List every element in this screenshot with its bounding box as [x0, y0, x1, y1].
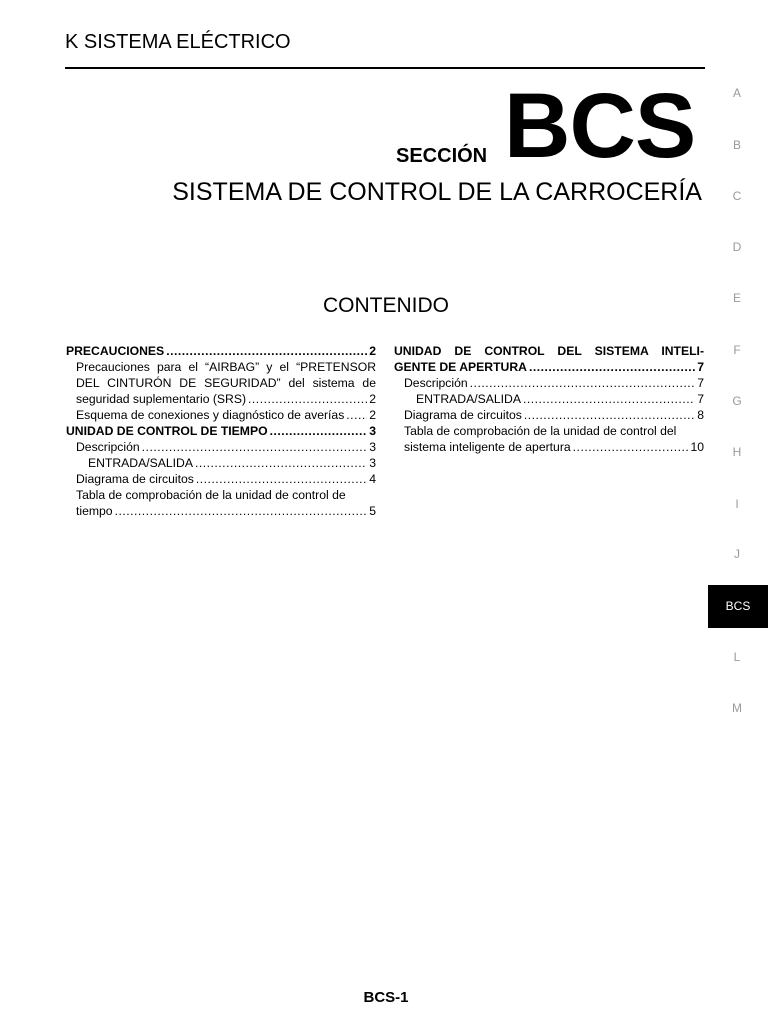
toc-page-number: 7: [697, 376, 704, 390]
toc-leader: [248, 391, 367, 407]
toc-entry-label: Esquema de conexiones y diagnóstico de averías: [76, 408, 345, 422]
toc-page-number: 3: [369, 456, 376, 470]
toc-page-number: 2: [369, 392, 376, 406]
toc-entry-label: seguridad suplementario (SRS): [76, 392, 247, 406]
tab-l[interactable]: L: [733, 650, 741, 664]
toc-page-number: 3: [369, 424, 376, 438]
tab-h[interactable]: H: [732, 445, 742, 459]
section-label: SECCIÓN: [396, 145, 488, 167]
tab-d[interactable]: D: [732, 240, 742, 254]
contents-heading: CONTENIDO: [323, 294, 449, 317]
toc-page-number: 5: [369, 504, 376, 518]
toc-leader: [573, 439, 689, 455]
toc-entry-tabla[interactable]: [66, 487, 376, 519]
toc-leader: [196, 471, 367, 487]
toc-entry-descripcion[interactable]: [66, 439, 376, 455]
toc-entry-label: sistema inteligente de apertura: [404, 440, 571, 454]
tab-a[interactable]: A: [732, 86, 741, 100]
toc-entry-line: Tabla de comprobación de la unidad de control del: [404, 424, 677, 438]
toc-entry-label: ENTRADA/SALIDA: [88, 456, 193, 470]
toc-entry-line: UNIDAD DE CONTROL DEL SISTEMA INTELI-: [394, 344, 704, 358]
toc-leader: [523, 391, 695, 407]
toc-entry-label: GENTE DE APERTURA: [394, 360, 527, 374]
toc-entry-label: Descripción: [76, 440, 140, 454]
toc-leader: [270, 423, 368, 439]
header-rule: [65, 67, 705, 69]
toc-entry-diagrama[interactable]: [394, 407, 704, 423]
toc-leader: [166, 343, 367, 359]
toc-leader: [524, 407, 695, 423]
toc-page-number: 10: [690, 440, 704, 454]
toc-leader: [142, 439, 368, 455]
toc-page-number: 4: [369, 472, 376, 486]
page-number: BCS-1: [363, 989, 409, 1006]
toc-entry-esquema[interactable]: [66, 407, 376, 423]
toc-entry-label: UNIDAD DE CONTROL DE TIEMPO: [66, 424, 268, 438]
tab-bcs-active[interactable]: BCS: [708, 585, 768, 628]
tab-b[interactable]: B: [732, 138, 741, 152]
toc-entry-entrada-salida[interactable]: [394, 391, 704, 407]
toc-entry-unidad-apertura[interactable]: [394, 343, 704, 375]
toc-page-number: 8: [697, 408, 704, 422]
toc-right-column: [394, 343, 704, 455]
toc-entry-label: ENTRADA/SALIDA: [416, 392, 521, 406]
toc-entry-label: Descripción: [404, 376, 468, 390]
toc-page-number: 2: [369, 408, 376, 422]
toc-entry-descripcion[interactable]: [394, 375, 704, 391]
toc-page-number: 7: [697, 360, 704, 374]
toc-entry-entrada-salida[interactable]: [66, 455, 376, 471]
section-title: SISTEMA DE CONTROL DE LA CARROCERÍA: [172, 178, 702, 206]
toc-page-number: 3: [369, 440, 376, 454]
chapter-title: K SISTEMA ELÉCTRICO: [65, 31, 291, 53]
toc-leader: [195, 455, 367, 471]
toc-leader: [346, 407, 367, 423]
tab-i[interactable]: I: [735, 497, 739, 511]
toc-page-number: 7: [697, 392, 704, 406]
toc-entry-label: Diagrama de circuitos: [404, 408, 522, 422]
toc-entry-line: Tabla de comprobación de la unidad de control de: [76, 488, 346, 502]
section-code: BCS: [504, 75, 696, 177]
toc-leader: [115, 503, 368, 519]
toc-leader: [470, 375, 696, 391]
toc-entry-label: PRECAUCIONES: [66, 344, 165, 358]
toc-entry-line: DEL CINTURÓN DE SEGURIDAD” del sistema de: [76, 376, 376, 390]
tab-c[interactable]: C: [732, 189, 742, 203]
toc-entry-tabla[interactable]: [394, 423, 704, 455]
toc-page-number: 2: [369, 344, 376, 358]
tab-m[interactable]: M: [732, 701, 742, 715]
toc-entry-diagrama[interactable]: [66, 471, 376, 487]
toc-entry-label: tiempo: [76, 504, 113, 518]
tab-j[interactable]: J: [734, 547, 740, 561]
toc-entry-unidad-tiempo[interactable]: [66, 423, 376, 439]
tab-f[interactable]: F: [733, 343, 741, 357]
toc-entry-line: Precauciones para el “AIRBAG” y el “PRETENSOR: [76, 360, 376, 374]
toc-entry-precauciones[interactable]: [66, 343, 376, 359]
toc-entry-label: Diagrama de circuitos: [76, 472, 194, 486]
section-index-tabs: [706, 0, 768, 1024]
tab-e[interactable]: E: [732, 291, 741, 305]
toc-entry-airbag[interactable]: [66, 359, 376, 407]
toc-leader: [529, 359, 695, 375]
toc-left-column: [66, 343, 376, 519]
tab-g[interactable]: G: [732, 394, 742, 408]
